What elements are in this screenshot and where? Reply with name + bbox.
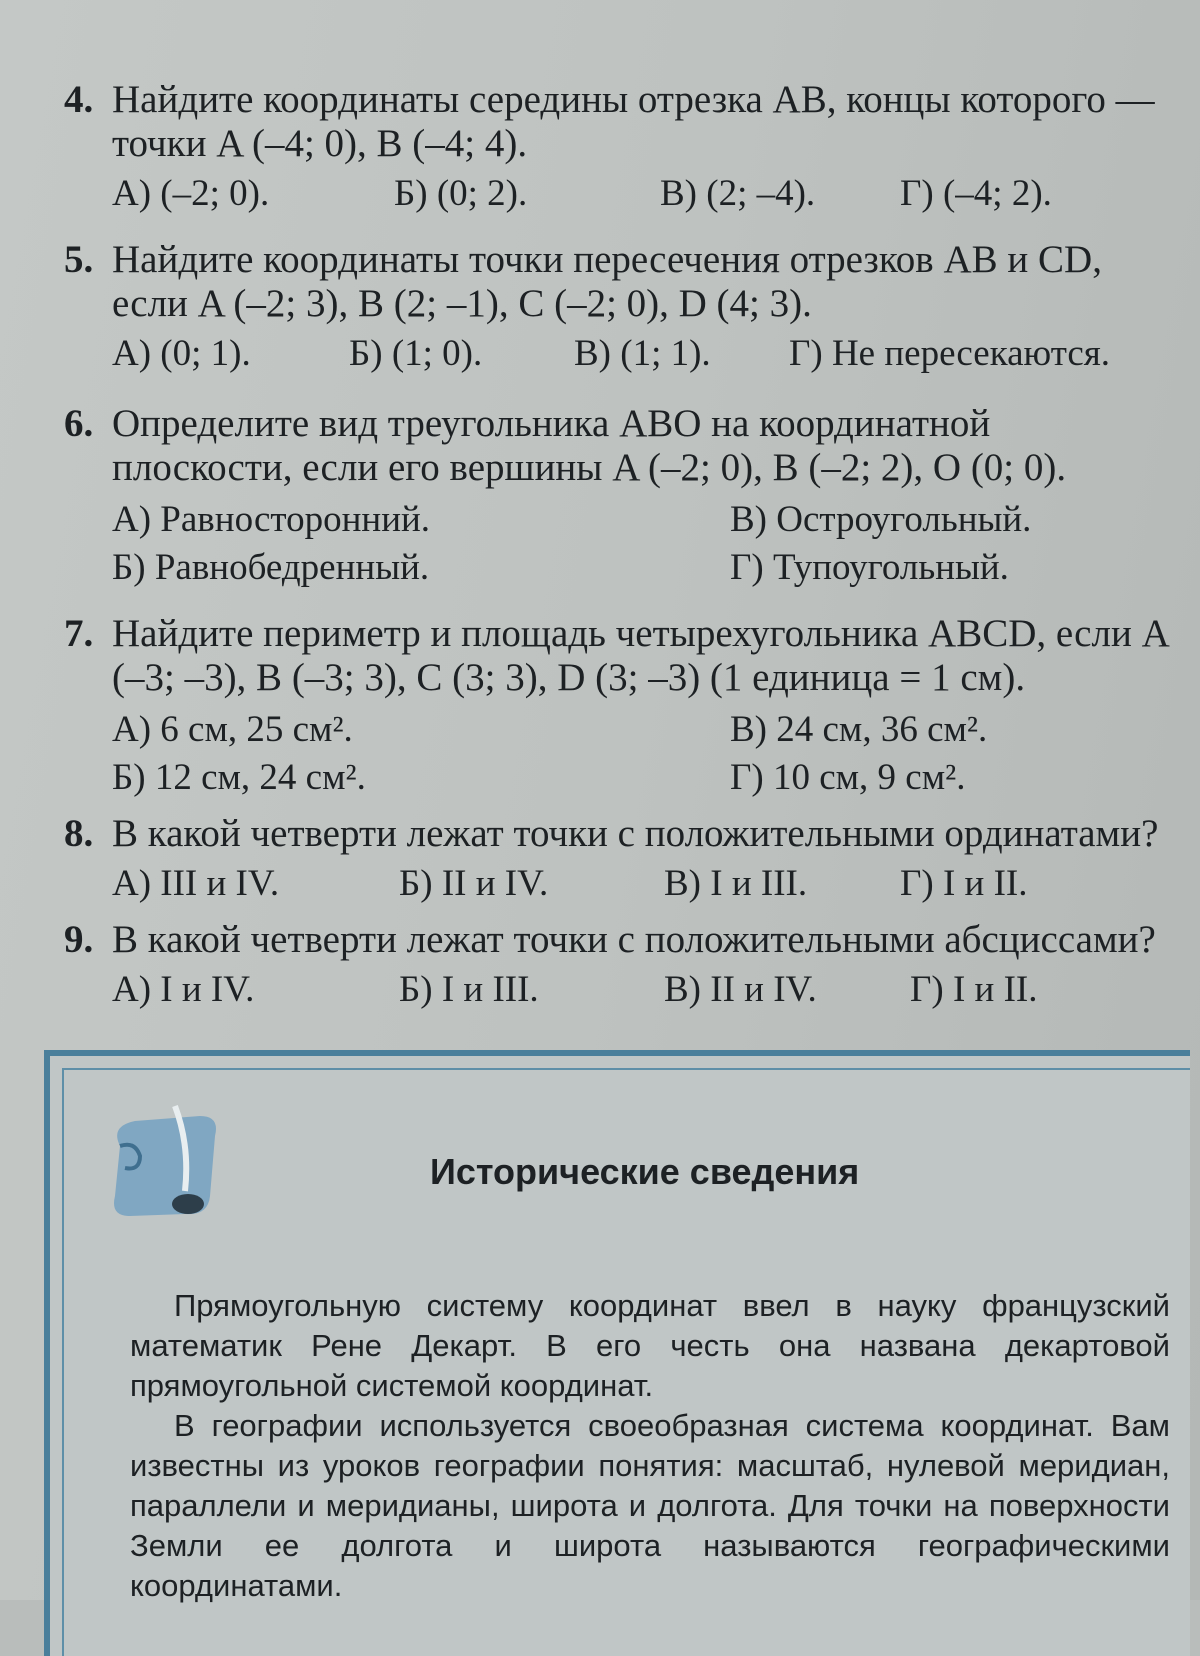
option-c: В) Остроугольный. [730, 499, 1032, 540]
answer-options [64, 706, 1174, 806]
problem-7 [64, 612, 1174, 806]
answer-options [64, 172, 1174, 218]
option-d: Г) Тупоугольный. [730, 547, 1009, 588]
option-c: В) I и III. [664, 863, 808, 904]
answer-options [64, 496, 1174, 596]
option-a: А) (–2; 0). [112, 173, 270, 214]
problem-number: 6. [64, 402, 94, 445]
problem-question: 5. Найдите координаты точки пересечения отрезков AB и CD, если A (–2; 3), B (2; –1), C (–2; 0), D (4; 3). [64, 238, 1102, 325]
history-paragraph-2: В географии используется своеобразная система координат. Вам известны из уроков географии понятия: масштаб, нулевой меридиан, параллели и меридианы, широта и долгота. Для точки на поверхности Земли ее долгота и широта называются географическими координатами. [130, 1408, 1170, 1603]
problem-6 [64, 402, 1174, 596]
problem-question: 6. Определите вид треугольника ABO на координатной плоскости, если его вершины A (–2; 0), B (–2; 2), O (0; 0). [64, 402, 1067, 489]
option-d: Г) Не пересекаются. [789, 333, 1111, 374]
option-b: Б) (0; 2). [394, 173, 528, 214]
answer-options [64, 332, 1174, 378]
option-d: Г) (–4; 2). [900, 173, 1052, 214]
answer-options [64, 968, 1174, 1014]
problem-4 [64, 78, 1174, 218]
problem-number: 9. [64, 918, 94, 961]
problem-number: 4. [64, 78, 94, 121]
option-d: Г) I и II. [910, 969, 1038, 1010]
option-a: А) Равносторонний. [112, 499, 431, 540]
option-b: Б) II и IV. [399, 863, 549, 904]
problem-5 [64, 238, 1174, 378]
history-title: Исторические сведения [430, 1151, 860, 1192]
history-text [130, 1286, 1170, 1606]
history-box [44, 1050, 1190, 1656]
problem-number: 7. [64, 612, 94, 655]
option-b: Б) Равнобедренный. [112, 547, 430, 588]
option-a: А) (0; 1). [112, 333, 251, 374]
problem-8 [64, 812, 1174, 908]
problem-question: 8. В какой четверти лежат точки с положительными ординатами? [64, 812, 1159, 855]
answer-options [64, 862, 1174, 908]
problem-number: 8. [64, 812, 94, 855]
problem-question: 4. Найдите координаты середины отрезка AB, концы которого — точки A (–4; 0), B (–4; 4). [64, 78, 1155, 165]
scroll-quill-icon [90, 1086, 240, 1236]
option-a: А) 6 см, 25 см². [112, 709, 353, 750]
option-c: В) (2; –4). [660, 173, 816, 214]
problem-question: 9. В какой четверти лежат точки с положительными абсциссами? [64, 918, 1156, 961]
option-b: Б) I и III. [399, 969, 539, 1010]
option-d: Г) 10 см, 9 см². [730, 757, 966, 798]
option-a: А) III и IV. [112, 863, 280, 904]
problem-number: 5. [64, 238, 94, 281]
option-b: Б) (1; 0). [349, 333, 483, 374]
option-d: Г) I и II. [900, 863, 1028, 904]
option-a: А) I и IV. [112, 969, 255, 1010]
option-c: В) (1; 1). [574, 333, 711, 374]
problem-question: 7. Найдите периметр и площадь четырехугольника ABCD, если A (–3; –3), B (–3; 3), C (3; 3), D (3; –3) (1 единица = 1 см). [64, 612, 1168, 699]
history-paragraph-1: Прямоугольную систему координат ввел в науку французский математик Рене Декарт. В его честь она названа декартовой прямоугольной системой координат. [130, 1288, 1170, 1403]
problem-9 [64, 918, 1174, 1014]
option-c: В) II и IV. [664, 969, 817, 1010]
option-b: Б) 12 см, 24 см². [112, 757, 366, 798]
option-c: В) 24 см, 36 см². [730, 709, 988, 750]
